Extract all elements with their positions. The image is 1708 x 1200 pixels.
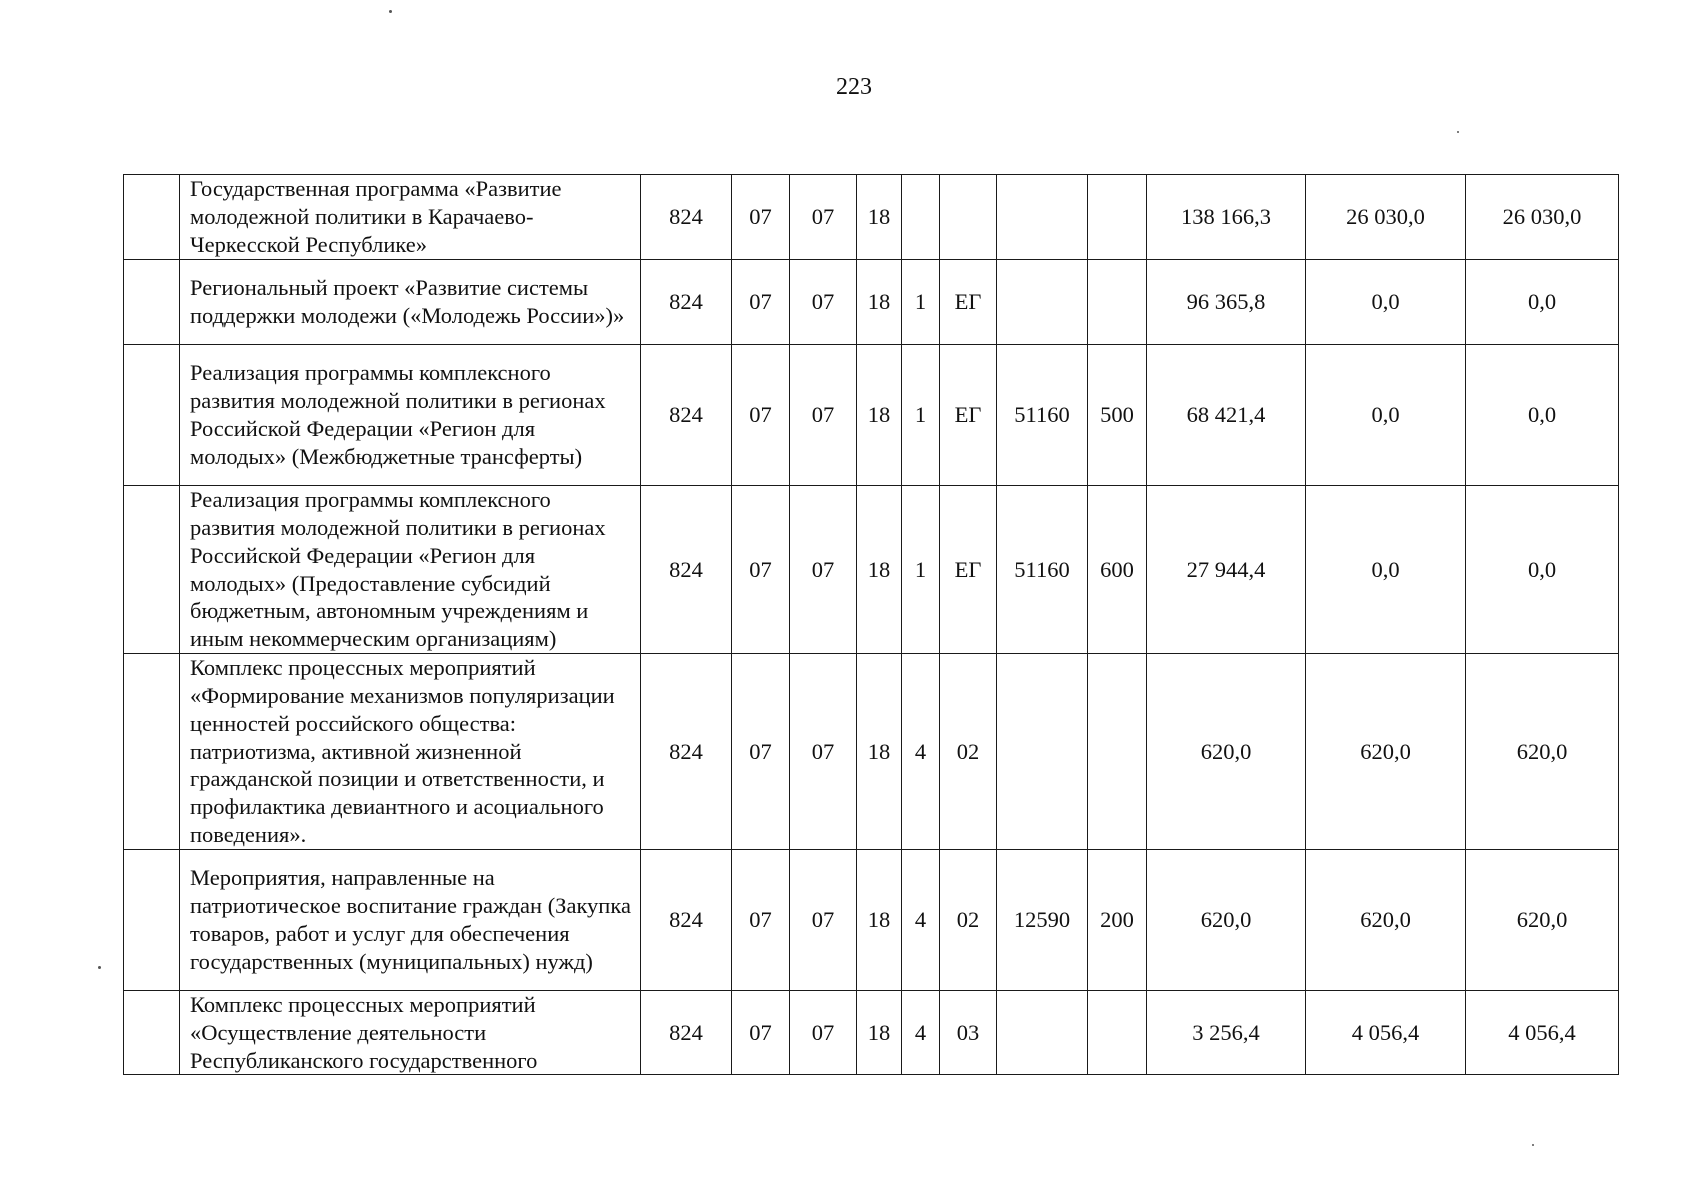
- amount-year-3: 26 030,0: [1466, 175, 1619, 260]
- project-code: 02: [940, 654, 997, 850]
- ministry-code: 824: [641, 175, 732, 260]
- amount-year-3: 0,0: [1466, 345, 1619, 486]
- table-row: [124, 486, 1619, 654]
- program-code: 18: [857, 345, 902, 486]
- subprogram-code: 4: [902, 850, 940, 991]
- scan-speck: [1457, 131, 1459, 133]
- target-code: 51160: [997, 345, 1088, 486]
- item-name: Комплекс процессных мероприятий «Осуществление деятельности Республиканского государственного: [180, 991, 641, 1075]
- target-code: [997, 175, 1088, 260]
- subsection-code: 07: [790, 345, 857, 486]
- table-row: [124, 850, 1619, 991]
- section-code: 07: [732, 486, 790, 654]
- amount-year-1: 3 256,4: [1147, 991, 1306, 1075]
- row-number-cell: [124, 991, 180, 1075]
- amount-year-1: 68 421,4: [1147, 345, 1306, 486]
- amount-year-1: 96 365,8: [1147, 260, 1306, 345]
- item-name: Комплекс процессных мероприятий «Формирование механизмов популяризации ценностей российского общества: патриотизма, активной жизненной гражданской позиции и ответственности, и профилактика девиантного и асоциального поведения».: [180, 654, 641, 850]
- item-name: Мероприятия, направленные на патриотическое воспитание граждан (Закупка товаров, работ и услуг для обеспечения государственных (муниципальных) нужд): [180, 850, 641, 991]
- project-code: 02: [940, 850, 997, 991]
- subsection-code: 07: [790, 486, 857, 654]
- subprogram-code: 1: [902, 345, 940, 486]
- subsection-code: 07: [790, 260, 857, 345]
- item-name: Государственная программа «Развитие молодежной политики в Карачаево-Черкесской Республике»: [180, 175, 641, 260]
- project-code: ЕГ: [940, 345, 997, 486]
- amount-year-1: 138 166,3: [1147, 175, 1306, 260]
- section-code: 07: [732, 175, 790, 260]
- subsection-code: 07: [790, 175, 857, 260]
- program-code: 18: [857, 175, 902, 260]
- ministry-code: 824: [641, 991, 732, 1075]
- ministry-code: 824: [641, 260, 732, 345]
- program-code: 18: [857, 654, 902, 850]
- expense-type-code: [1088, 260, 1147, 345]
- item-name: Реализация программы комплексного развития молодежной политики в регионах Российской Федерации «Регион для молодых» (Предоставление субсидий бюджетным, автономным учреждениям и иным некоммерческим организациям): [180, 486, 641, 654]
- table-row: [124, 345, 1619, 486]
- table-row: [124, 654, 1619, 850]
- item-name: Реализация программы комплексного развития молодежной политики в регионах Российской Федерации «Регион для молодых» (Межбюджетные трансферты): [180, 345, 641, 486]
- budget-table: [123, 174, 1619, 1075]
- page-number: 223: [836, 74, 872, 100]
- amount-year-2: 620,0: [1306, 654, 1466, 850]
- expense-type-code: [1088, 175, 1147, 260]
- table-row: [124, 991, 1619, 1075]
- subprogram-code: 1: [902, 260, 940, 345]
- subsection-code: 07: [790, 654, 857, 850]
- amount-year-1: 620,0: [1147, 654, 1306, 850]
- table-row: [124, 175, 1619, 260]
- amount-year-3: 0,0: [1466, 486, 1619, 654]
- row-number-cell: [124, 654, 180, 850]
- amount-year-2: 26 030,0: [1306, 175, 1466, 260]
- target-code: 51160: [997, 486, 1088, 654]
- expense-type-code: 500: [1088, 345, 1147, 486]
- ministry-code: 824: [641, 345, 732, 486]
- target-code: [997, 654, 1088, 850]
- section-code: 07: [732, 345, 790, 486]
- subprogram-code: 1: [902, 486, 940, 654]
- amount-year-3: 620,0: [1466, 654, 1619, 850]
- target-code: [997, 260, 1088, 345]
- program-code: 18: [857, 850, 902, 991]
- amount-year-1: 27 944,4: [1147, 486, 1306, 654]
- target-code: 12590: [997, 850, 1088, 991]
- project-code: [940, 175, 997, 260]
- program-code: 18: [857, 260, 902, 345]
- program-code: 18: [857, 486, 902, 654]
- amount-year-2: 620,0: [1306, 850, 1466, 991]
- expense-type-code: [1088, 654, 1147, 850]
- expense-type-code: [1088, 991, 1147, 1075]
- row-number-cell: [124, 345, 180, 486]
- project-code: ЕГ: [940, 486, 997, 654]
- table-row: [124, 260, 1619, 345]
- section-code: 07: [732, 260, 790, 345]
- subprogram-code: 4: [902, 654, 940, 850]
- expense-type-code: 600: [1088, 486, 1147, 654]
- project-code: 03: [940, 991, 997, 1075]
- ministry-code: 824: [641, 654, 732, 850]
- amount-year-3: 4 056,4: [1466, 991, 1619, 1075]
- row-number-cell: [124, 260, 180, 345]
- target-code: [997, 991, 1088, 1075]
- section-code: 07: [732, 850, 790, 991]
- amount-year-1: 620,0: [1147, 850, 1306, 991]
- section-code: 07: [732, 991, 790, 1075]
- amount-year-2: 0,0: [1306, 345, 1466, 486]
- amount-year-2: 4 056,4: [1306, 991, 1466, 1075]
- row-number-cell: [124, 175, 180, 260]
- scan-speck: [98, 966, 101, 969]
- scan-speck: [1532, 1144, 1534, 1146]
- subsection-code: 07: [790, 850, 857, 991]
- row-number-cell: [124, 850, 180, 991]
- program-code: 18: [857, 991, 902, 1075]
- amount-year-2: 0,0: [1306, 486, 1466, 654]
- ministry-code: 824: [641, 486, 732, 654]
- subsection-code: 07: [790, 991, 857, 1075]
- subprogram-code: [902, 175, 940, 260]
- item-name: Региональный проект «Развитие системы поддержки молодежи («Молодежь России»)»: [180, 260, 641, 345]
- row-number-cell: [124, 486, 180, 654]
- amount-year-3: 0,0: [1466, 260, 1619, 345]
- expense-type-code: 200: [1088, 850, 1147, 991]
- amount-year-2: 0,0: [1306, 260, 1466, 345]
- amount-year-3: 620,0: [1466, 850, 1619, 991]
- section-code: 07: [732, 654, 790, 850]
- scan-speck: [389, 10, 392, 13]
- subprogram-code: 4: [902, 991, 940, 1075]
- project-code: ЕГ: [940, 260, 997, 345]
- ministry-code: 824: [641, 850, 732, 991]
